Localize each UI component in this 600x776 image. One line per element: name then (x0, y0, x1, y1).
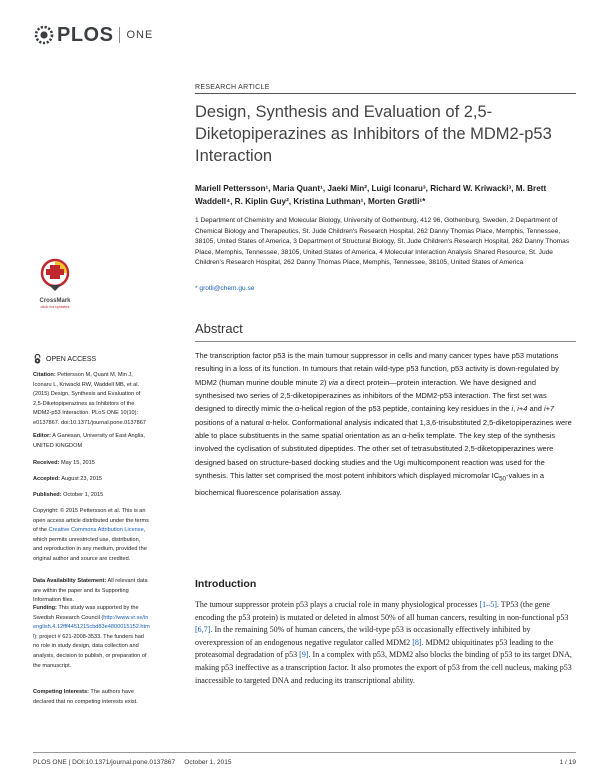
author-list: Mariell Pettersson¹, Maria Quant¹, Jaeki Min², Luigi Iconaru³, Richard W. Kriwacki³, M. Brett Waddell⁴, R. Kiplin Guy², Kristina Luthman¹, Morten Grøtli¹* (195, 184, 547, 206)
abstract-heading: Abstract (195, 321, 243, 336)
reference-link[interactable]: [9] (299, 650, 309, 660)
intro-sentence: . In the remaining 50% of human cancers, the wild-type p53 is occasionally effectively inhibited by overexpression of an endogenous negative regulator called MDM2 (195, 625, 531, 647)
editor-text: A Ganesan, University of East Anglia, UNITED KINGDOM (33, 433, 145, 449)
open-lock-icon (33, 354, 42, 364)
journal-logo[interactable] (34, 22, 153, 48)
footer-rule (33, 752, 576, 753)
competing-interests-text: The authors have declared that no competing interests exist. (33, 689, 138, 705)
funding-link[interactable]: http://www.vr.se/inenglish.4.12fff4451215cbd83e4800015152.html (33, 614, 150, 640)
abstract-sentence: positions of a natural α-helix. Conformational analysis indicated that 1,3,6-trisubstituted 2,5-diketopiperazines were able to place substituents in the same spatial orientation as an α-helix template. The key step of the synthesis involved the cyclisation of substituted dipeptides. The other set of tetrasubstituted 2,5-diketopiperazines were designed based on structure-based docking studies and the Ugi multicomponent reaction was used for the synthesis. This latter set comprised the most potent inhibitors which displayed micromolar IC (195, 417, 572, 481)
logo-divider (119, 27, 120, 43)
abstract-sentence: , (513, 404, 518, 414)
funding-text-end: ); project # 621-2008-3533. The funders had no role in study design, data collection and analysis, decision to publish, or preparation of the manuscript. (33, 633, 147, 669)
data-availability-text: All relevant data are within the paper and its Supporting Information files. (33, 578, 148, 604)
accepted-block (33, 475, 150, 485)
corresponding-email-link[interactable]: * grotli@chem.gu.se (195, 285, 255, 292)
competing-interests-block (33, 688, 150, 707)
copyright-block (33, 507, 150, 565)
crossmark-badge[interactable] (33, 258, 77, 309)
introduction-heading: Introduction (195, 578, 257, 590)
editor-label: Editor: (33, 433, 52, 439)
open-access-badge (33, 354, 96, 364)
abstract-text (195, 349, 573, 499)
funding-text: This study was supported by the Swedish Research Council ( (33, 605, 139, 621)
published-label: Published: (33, 492, 62, 498)
open-access-label: OPEN ACCESS (46, 355, 97, 363)
intro-sentence: . TP53 (the gene encoding the p53 protein) is mutated or deleted in almost 50% of all human cancers, resulting in non-functional p53 (195, 600, 569, 622)
intro-sentence: . MDM2 ubiquitinates p53 leading to the proteasomal degradation of p53 (195, 637, 554, 660)
copyright-text: Copyright: © 2015 Pettersson et al. This is an open access article distributed under the terms of the (33, 508, 149, 534)
crossmark-sublabel: click for updates (40, 304, 70, 309)
reference-link[interactable]: [1–5] (479, 600, 497, 609)
citation-text: Pettersson M, Quant M, Min J, Iconaru L, Kriwacki RW, Waddell MB, et al. (2015) Design, Synthesis and Evaluation of 2,5-Diketopiperazines as Inhibitors of the MDM2-p53 Interaction. PLoS ONE 10(10): e0137867. doi:10.1371/journal.pone.0137867 (33, 372, 146, 426)
introduction-text (195, 599, 575, 687)
editor-block (33, 432, 150, 451)
accepted-label: Accepted: (33, 476, 61, 482)
journal-brand: PLOS (57, 23, 114, 46)
crossmark-icon (39, 258, 71, 292)
reference-link[interactable]: [8] (412, 637, 422, 647)
footer-citation: PLOS ONE | DOI:10.1371/journal.pone.0137867 October 1, 2015 (33, 759, 232, 766)
published-block (33, 491, 150, 501)
abstract-italic: i+4 (517, 404, 528, 414)
citation-block (33, 371, 150, 429)
abstract-italic: i+7 (543, 404, 555, 414)
citation-label: Citation: (33, 372, 56, 378)
intro-sentence: . In a complex with p53, MDM2 also blocks the binding of p53 to its target DNA, making p53 ineffective as a transcription factor. It also promotes the export of p53 from the cell nucleus, making p53 inaccessible to targeted DNA and reducing its transcriptional ability. (195, 650, 572, 685)
crossmark-label: CrossMark (39, 298, 71, 304)
copyright-text-end: , which permits unrestricted use, distribution, and reproduction in any medium, provided the original author and source are credited. (33, 527, 147, 562)
received-date: May 15, 2015 (59, 460, 95, 466)
abstract-subscript: 50 (499, 475, 506, 483)
abstract-rule (195, 341, 576, 342)
published-date: October 1, 2015 (61, 492, 104, 498)
abstract-italic: via (328, 377, 339, 387)
plos-logo-icon (34, 25, 54, 45)
funding-label: Funding: (33, 605, 57, 611)
abstract-sentence: a direct protein—protein interaction. We have designed and synthesised two series of 2,5-diketopiperazines as inhibitors of the MDM2-p53 interaction. The first set was designed to directly mimic the α-helical region of the p53 peptide, containing key residues in the (195, 377, 547, 414)
title-rule (195, 93, 576, 94)
page-number: 1 / 19 (559, 759, 576, 766)
data-availability-label: Data Availability Statement: (33, 578, 107, 584)
received-block (33, 459, 150, 469)
abstract-sentence: and (527, 404, 544, 414)
abstract-italic: i (511, 404, 514, 414)
competing-interests-label: Competing Interests: (33, 689, 89, 695)
license-link[interactable]: Creative Commons Attribution License (48, 527, 144, 534)
received-label: Received: (33, 460, 60, 466)
journal-name: ONE (126, 29, 154, 41)
intro-sentence: The tumour suppressor protein p53 plays a crucial role in many physiological processes (195, 600, 480, 609)
funding-block (33, 604, 150, 671)
data-availability-block (33, 577, 150, 606)
reference-link[interactable]: [6,7] (195, 625, 211, 635)
article-title: Design, Synthesis and Evaluation of 2,5-Diketopiperazines as Inhibitors of the MDM2-p53 Interaction (195, 103, 552, 165)
accepted-date: August 23, 2015 (60, 476, 103, 482)
article-type: RESEARCH ARTICLE (195, 84, 270, 91)
abstract-sentence: The transcription factor p53 is the main tumour suppressor in cells and many cancer types have p53 mutations resulting in a loss of its function. In tumours that retain wild-type p53 function, p53 activity is down-regulated by MDM2 (human murine double minute 2) (195, 351, 559, 387)
abstract-sentence: -values in a biochemical fluorescence polarisation assay. (195, 471, 545, 497)
affiliations: 1 Department of Chemistry and Molecular Biology, University of Gothenburg, 412 96, Gothenburg, Sweden, 2 Department of Chemical Biology and Therapeutics, St. Jude Children's Research Hospital, 262 Danny Thomas Place, Memphis, Tennessee, 38105, United States of America, 3 Department of Structural Biology, St. Jude Children's Research Hospital, 262 Danny Thomas Place, Memphis, Tennessee, 38105, United States of America, 4 Molecular Interaction Analysis Shared Resource, St. Jude Children's Research Hospital, 262 Danny Thomas Place, Memphis, Tennessee, 38105, United States of America (195, 217, 570, 267)
